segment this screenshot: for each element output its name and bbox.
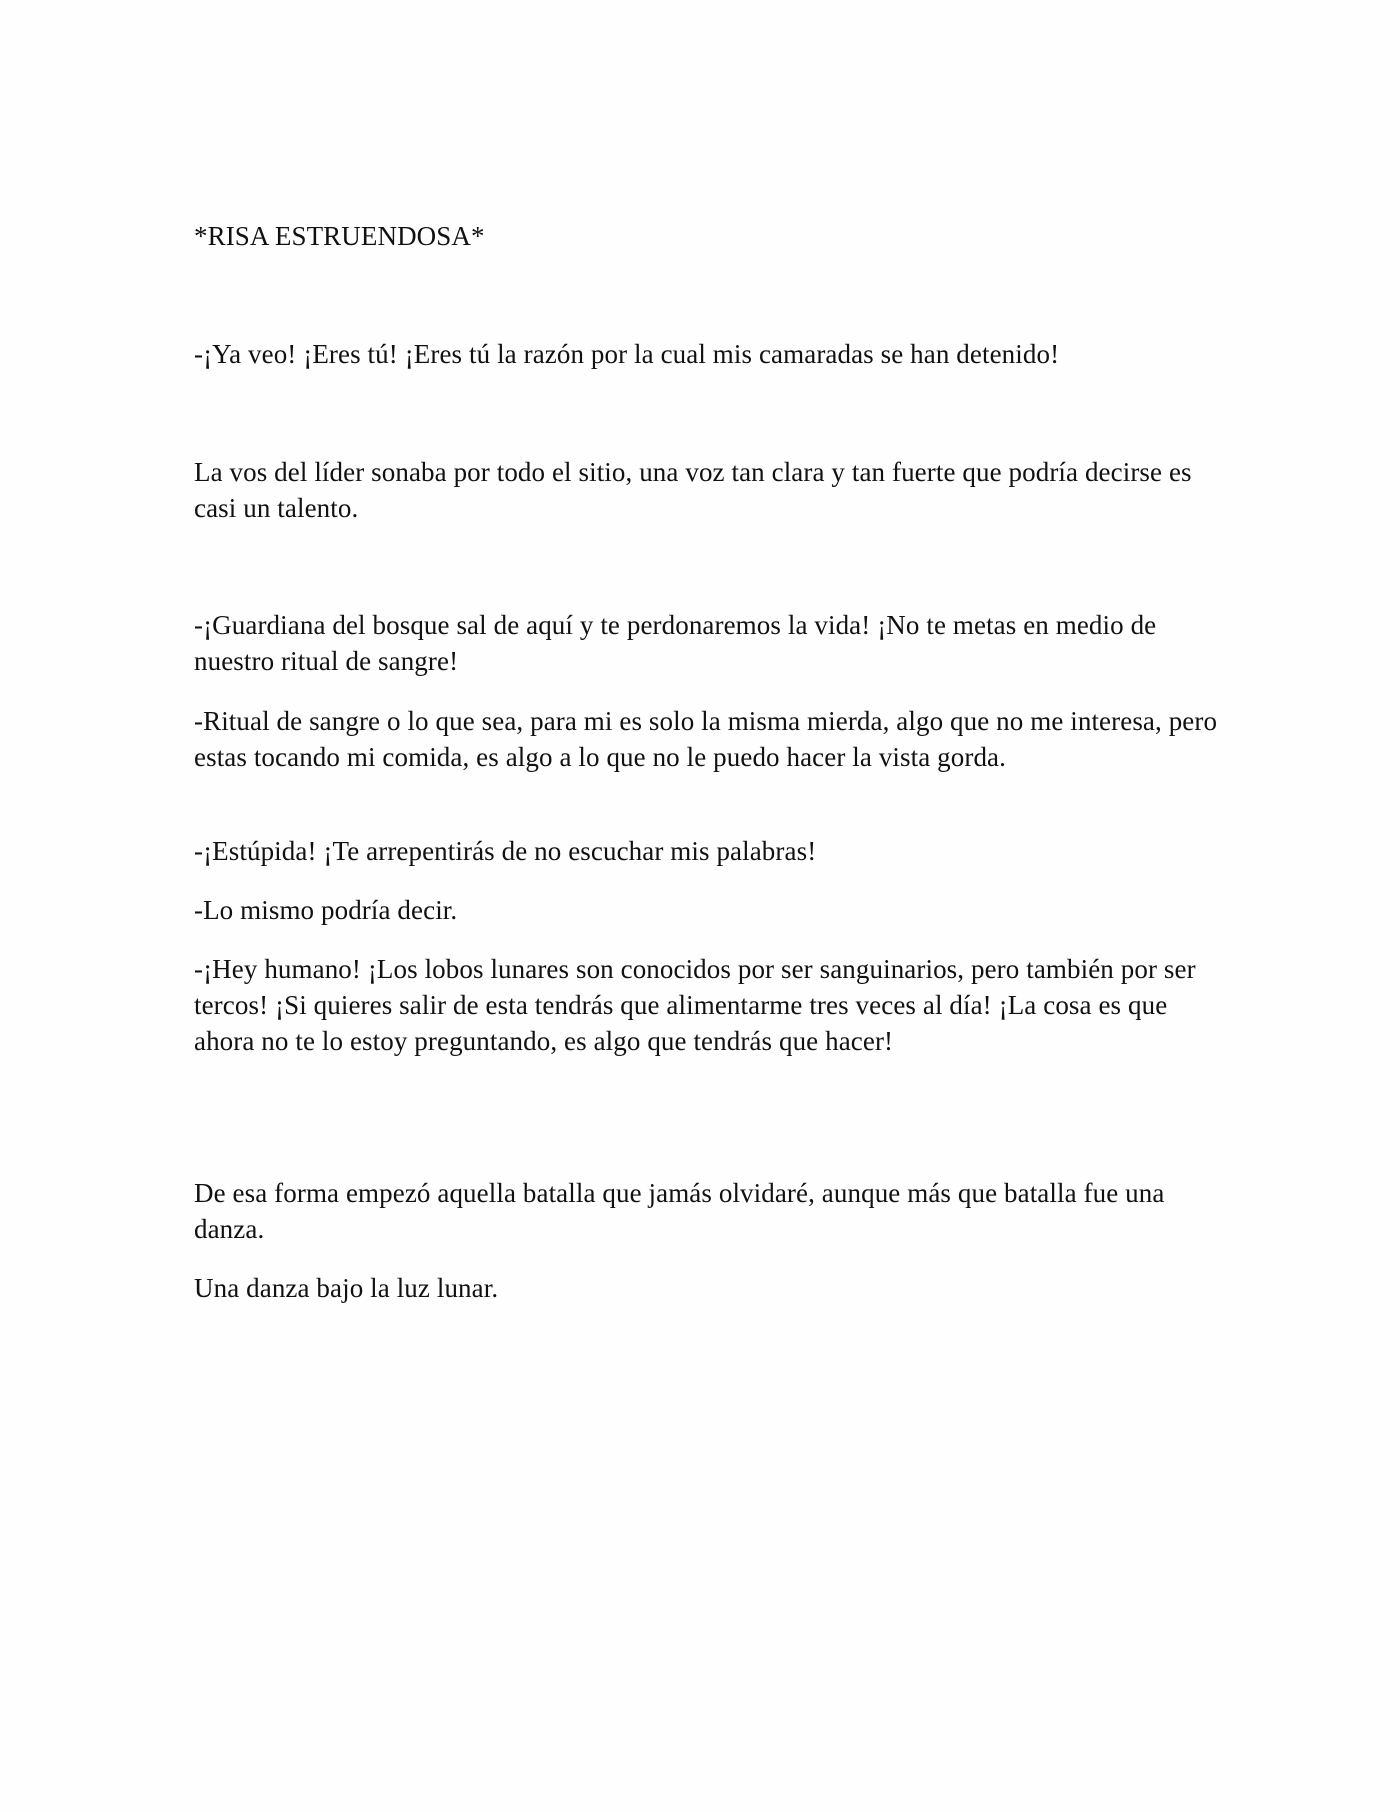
paragraph-dialogue-guardiana: -¡Guardiana del bosque sal de aquí y te perdonaremos la vida! ¡No te metas en medio de nuestro ritual de sangre! (194, 610, 1157, 676)
paragraph-dialogue-lo-mismo: -Lo mismo podría decir. (194, 895, 458, 925)
paragraph-narration-batalla: De esa forma empezó aquella batalla que jamás olvidaré, aunque más que batalla fue una danza. (194, 1178, 1165, 1244)
paragraph-narration-voz-lider: La vos del líder sonaba por todo el sitio, una voz tan clara y tan fuerte que podría decirse es casi un talento. (194, 457, 1192, 523)
paragraph-dialogue-ritual: -Ritual de sangre o lo que sea, para mi es solo la misma mierda, algo que no me interesa, pero estas tocando mi comida, es algo a lo que no le puedo hacer la vista gorda. (194, 706, 1218, 772)
paragraph-narration-danza: Una danza bajo la luz lunar. (194, 1273, 499, 1303)
paragraph-dialogue-hey-humano: -¡Hey humano! ¡Los lobos lunares son conocidos por ser sanguinarios, pero también por ser tercos! ¡Si quieres salir de esta tendrás que alimentarme tres veces al día! ¡La cosa es que ahora no te lo estoy preguntando, es algo que tendrás que hacer! (194, 954, 1196, 1056)
heading-risa-estruendosa: *RISA ESTRUENDOSA* (194, 221, 485, 251)
paragraph-dialogue-estupida: -¡Estúpida! ¡Te arrepentirás de no escuchar mis palabras! (194, 836, 817, 866)
paragraph-dialogue-ya-veo: -¡Ya veo! ¡Eres tú! ¡Eres tú la razón por la cual mis camaradas se han detenido! (194, 339, 1060, 369)
